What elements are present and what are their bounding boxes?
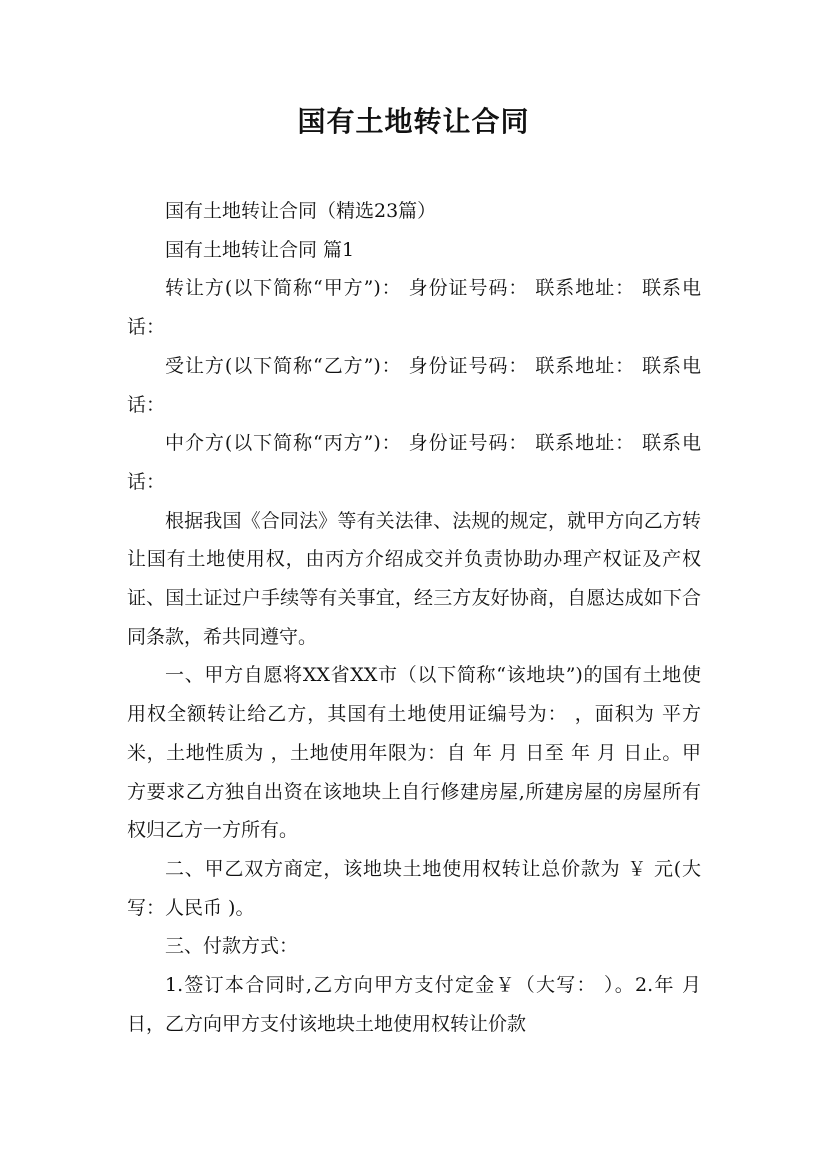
paragraph-transferor: 转让方(以下简称“甲方”)： 身份证号码： 联系地址： 联系电话： <box>127 277 701 339</box>
paragraph-transferee: 受让方(以下简称“乙方”)： 身份证号码： 联系地址： 联系电话： <box>127 354 701 416</box>
paragraph-clause-2: 二、甲乙双方商定，该地块土地使用权转让总价款为 ￥ 元(大写：人民币 )。 <box>127 857 701 919</box>
paragraph-payment-terms: 1.签订本合同时,乙方向甲方支付定金￥（大写： ）。2.年 月 日，乙方向甲方支付该地块土地使用权转让价款 <box>127 974 708 1035</box>
paragraph-subtitle: 国有土地转让合同（精选23篇） <box>165 200 437 222</box>
paragraph-clause-1: 一、甲方自愿将XX省XX市（以下简称“该地块”)的国有土地使用权全额转让给乙方，其国有土地使用证编号为： ，面积为 平方米，土地性质为 ，土地使用年限为：自 年 月 日至 年 月 日止。甲方要求乙方独自出资在该地块上自行修建房屋,所建房屋的房屋所有权归乙方一方所有。 <box>127 664 701 842</box>
document-body <box>127 192 708 1043</box>
document-title: 国有土地转让合同 <box>297 105 530 138</box>
paragraph-intermediary: 中介方(以下简称“丙方”)： 身份证号码： 联系地址： 联系电话： <box>127 432 701 493</box>
paragraph-preamble: 根据我国《合同法》等有关法律、法规的规定，就甲方向乙方转让国有土地使用权，由丙方介绍成交并负责协助办理产权证及产权证、国土证过户手续等有关事宜，经三方友好协商，自愿达成如下合同条款，希共同遵守。 <box>127 509 701 648</box>
paragraph-section-heading: 国有土地转让合同 篇1 <box>165 238 355 261</box>
paragraph-clause-3: 三、付款方式： <box>165 935 299 958</box>
